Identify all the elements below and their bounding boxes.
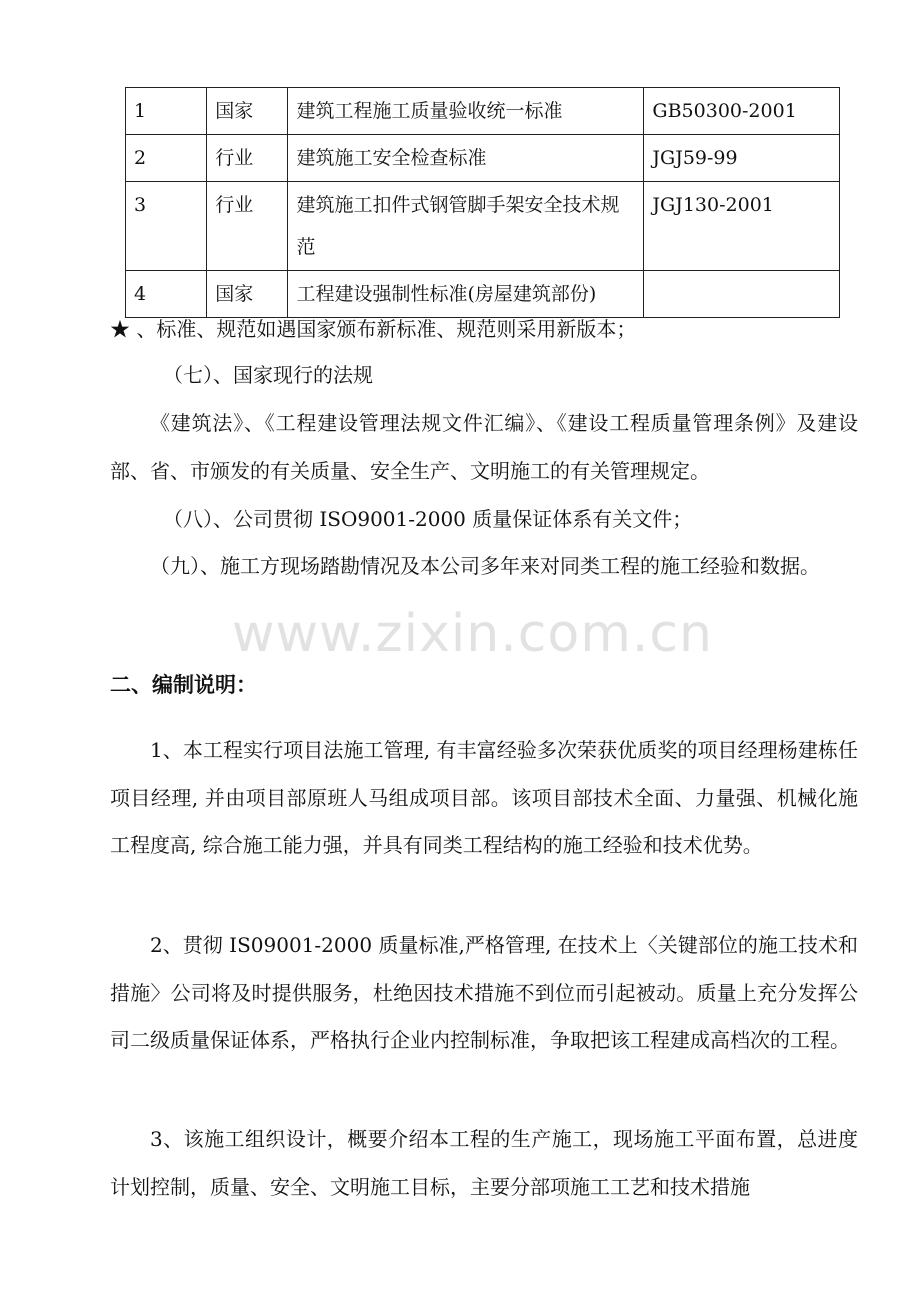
- row-standard-code: JGJ130-2001: [644, 182, 840, 271]
- section-heading: 二、编制说明：: [110, 673, 257, 697]
- row-standard-code: JGJ59-99: [644, 135, 840, 182]
- row-number: 4: [126, 271, 207, 318]
- row-standard-code: GB50300-2001: [644, 88, 840, 135]
- table-row: [126, 88, 840, 135]
- section-7-text: 《建筑法》、《工程建设管理法规文件汇编》、《建设工程质量管理条例》及建设部、省、市颁发的有关质量、安全生产、文明施工的有关管理规定。: [110, 411, 858, 483]
- row-number: 1: [126, 88, 207, 135]
- row-standard-name: 建筑施工扣件式钢管脚手架安全技术规范: [288, 182, 644, 271]
- row-level: 国家: [207, 271, 288, 318]
- row-standard-name: 工程建设强制性标准(房屋建筑部份): [288, 271, 644, 318]
- row-level: 国家: [207, 88, 288, 135]
- row-number: 2: [126, 135, 207, 182]
- standards-table: [125, 87, 840, 318]
- explanation-item-2: 2、贯彻 IS09001-2000 质量标准,严格管理, 在技术上〈关键部位的施工技术和措施〉公司将及时提供服务，杜绝因技术措施不到位而引起被动。质量上充分发挥公司二级质量保证体系，严格执行企业内控制标准，争取把该工程建成高档次的工程。: [110, 933, 858, 1052]
- standards-update-note: ★ 、标准、规范如遇国家颁布新标准、规范则采用新版本；: [110, 317, 637, 341]
- table-row: [126, 135, 840, 182]
- row-standard-name: 建筑工程施工质量验收统一标准: [288, 88, 644, 135]
- row-level: 行业: [207, 182, 288, 271]
- table-row: [126, 182, 840, 271]
- row-standard-name: 建筑施工安全检查标准: [288, 135, 644, 182]
- row-level: 行业: [207, 135, 288, 182]
- watermark: www.zixin.com.cn: [232, 604, 713, 664]
- section-8-title: （八）、公司贯彻 ISO9001-2000 质量保证体系有关文件；: [163, 507, 693, 531]
- section-9-text: （九）、施工方现场踏勘情况及本公司多年来对同类工程的施工经验和数据。: [150, 554, 820, 578]
- row-number: 3: [126, 182, 207, 271]
- section-7-title: （七）、国家现行的法规: [163, 363, 373, 387]
- explanation-item-3: 3、该施工组织设计，概要介绍本工程的生产施工，现场施工平面布置，总进度计划控制，质量、安全、文明施工目标，主要分部项施工工艺和技术措施: [110, 1127, 858, 1199]
- explanation-item-1: 1、本工程实行项目法施工管理, 有丰富经验多次荣获优质奖的项目经理杨建栋任项目经理, 并由项目部原班人马组成项目部。该项目部技术全面、力量强、机械化施工程度高, 综合施工能力强，并具有同类工程结构的施工经验和技术优势。: [110, 738, 858, 857]
